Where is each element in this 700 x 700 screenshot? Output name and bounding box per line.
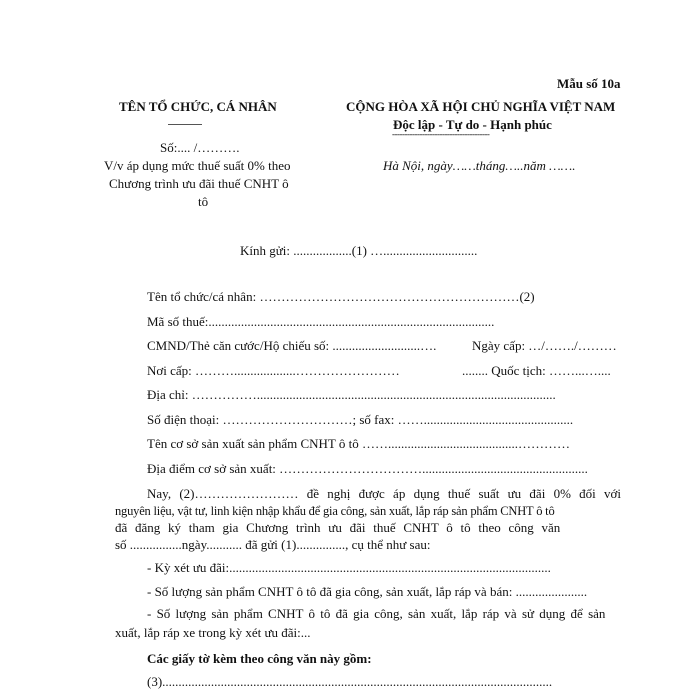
subject-line-3: tô	[198, 194, 209, 209]
organization-title: TÊN TỔ CHỨC, CÁ NHÂN	[119, 99, 277, 114]
request-line-4: số ................ngày........... đã gửi (1)..............., cụ thể như sau:	[115, 537, 431, 552]
date-line: Hà Nội, ngày……tháng…..năm …….	[383, 158, 576, 173]
quantity-used-item-line-2: xuất, lắp ráp xe trong kỳ xét ưu đãi:...	[115, 625, 311, 640]
form-number: Mẫu số 10a	[557, 76, 621, 91]
facility-name-field: Tên cơ sở sản xuất sản phẩm CNHT ô tô ……........................................…………	[147, 436, 570, 451]
request-line-2: nguyên liệu, vật tư, linh kiện nhập khẩu để gia công, sản xuất, lắp ráp sản phẩm CNHT ô tô	[115, 504, 555, 518]
quantity-used-item-line-1: - Số lượng sản phẩm CNHT ô tô đã gia công, sản xuất, lắp ráp và sử dụng để sản	[147, 606, 606, 621]
addressee: Kính gửi: ..................(1) ….............................	[240, 243, 478, 258]
attachments-title: Các giấy tờ kèm theo công văn này gồm:	[147, 651, 372, 666]
request-line-1: Nay, (2)…………………… đề nghị được áp dụng thuế suất ưu đãi 0% đối với	[147, 486, 621, 501]
tax-code-field: Mã số thuế:........................................................................................	[147, 314, 495, 329]
subject-line-2: Chương trình ưu đãi thuế CNHT ô	[109, 176, 289, 191]
national-motto: Độc lập - Tự do - Hạnh phúc	[393, 117, 552, 132]
review-period-item: - Kỳ xét ưu đãi:...................................................................................................	[147, 560, 551, 575]
org-name-field: Tên tổ chức/cá nhân: ……………………………………………………(2)	[147, 289, 535, 304]
id-issue-date-field: Ngày cấp: …/……./………	[472, 338, 617, 353]
quantity-sold-item: - Số lượng sản phẩm CNHT ô tô đã gia công, sản xuất, lắp ráp và bán: ......................	[147, 584, 588, 599]
id-number-field: CMND/Thẻ căn cước/Hộ chiếu số: ...........................….	[147, 338, 437, 353]
document-number: Số:.... /……….	[160, 140, 240, 155]
attachment-item-1: (3)........................................................................................................................	[147, 674, 553, 689]
motto-underline: ---------------------------------------	[392, 129, 490, 139]
address-field: Địa chỉ: ……………............................................................................................	[147, 387, 556, 402]
request-line-3: đã đăng ký tham gia Chương trình ưu đãi thuế CNHT ô tô theo công văn	[115, 520, 561, 535]
nation-title: CỘNG HÒA XÃ HỘI CHỦ NGHĨA VIỆT NAM	[346, 99, 616, 114]
issue-place-field: Nơi cấp: ………...................……………………	[147, 363, 400, 378]
phone-fax-field: Số điện thoại: …………………………; số fax: ……..............................................	[147, 412, 574, 427]
facility-location-field: Địa điểm cơ sở sản xuất: ……………………………...................................................	[147, 461, 588, 476]
org-title-underline	[168, 124, 202, 125]
subject-line-1: V/v áp dụng mức thuế suất 0% theo	[104, 158, 291, 173]
nationality-field: ........ Quốc tịch: ……...…....	[462, 363, 611, 378]
